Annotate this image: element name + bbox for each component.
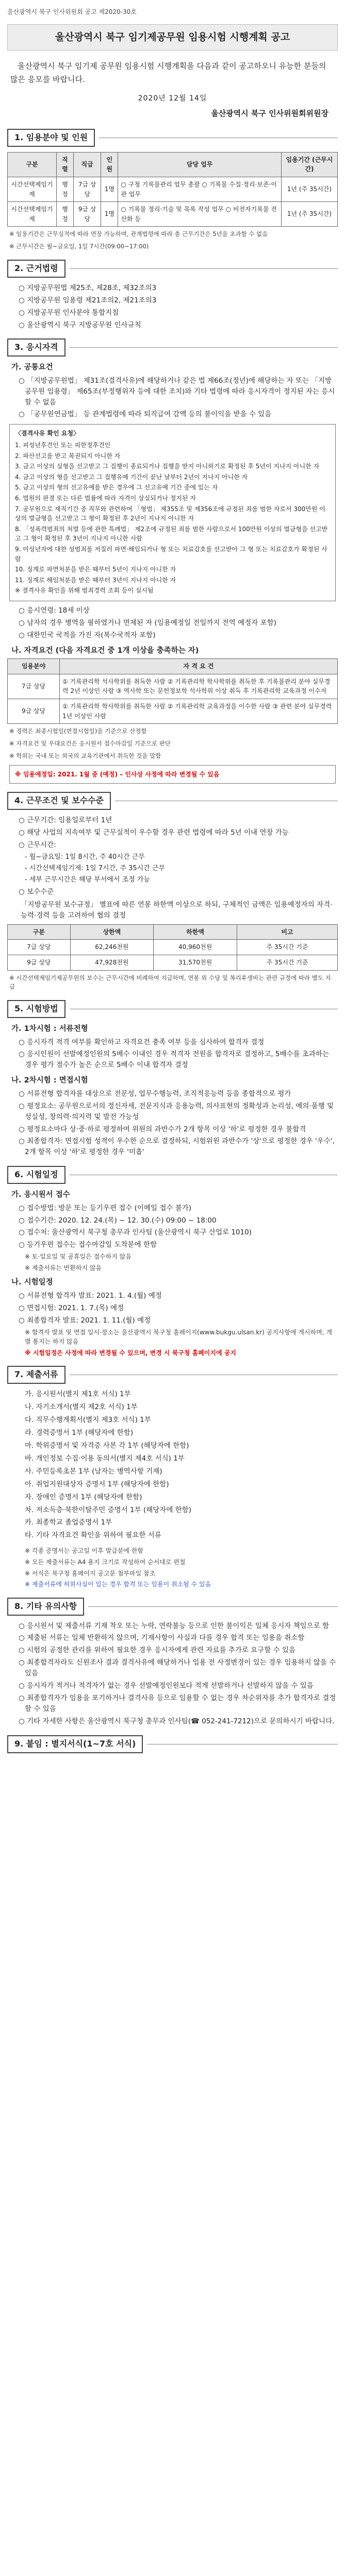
list-item: ○ 응시원서 및 제출서류 기재 착오 또는 누락, 연락불능 등으로 인한 불이익은 일체 응시자 책임으로 함 (19, 1621, 338, 1632)
list-item: ○ 지방공무원법 제25조, 제28조, 제32조의3 (19, 283, 338, 294)
list-item: 바. 개인정보 수집·이용 동의서(별지 제4호 서식) 1부 (25, 1454, 185, 1463)
note: ※ 토·일요일 및 공휴일은 접수하지 않음 (25, 1253, 132, 1261)
list-item: ○ 서류전형 합격자를 대상으로 전문성, 업무수행능력, 조직적응능력 등을 종합적으로 평가 (19, 1089, 338, 1099)
section-6-header (7, 1166, 338, 1184)
list-item: ○ 근무기간: 임용일로부터 1년 (19, 815, 338, 826)
list-item: 가. 응시원서(별지 제1호 서식) 1부 (25, 1390, 131, 1399)
list-item: - 시간선택제임기제: 1일 7시간, 주 35시간 근무 (25, 863, 338, 874)
table-row (8, 940, 338, 955)
work-hours-list (7, 852, 338, 885)
list-item: 다. 직무수행계획서(별지 제3호 서식) 1부 (25, 1416, 151, 1425)
list-item: 사. 주민등록초본 1부 (남자는 병역사항 기재) (25, 1467, 162, 1476)
application-list (7, 1203, 338, 1251)
qualification-table (7, 658, 338, 724)
table-cell: 1명 (101, 177, 118, 201)
table-cell: 1명 (101, 202, 118, 227)
list-item: ○ 지방공무원 임용령 제21조의2, 제21조의3 (19, 295, 338, 306)
section-title: 6. 시험일정 (7, 1166, 65, 1184)
box-line: 7. 공무원으로 재직기간 중 직무와 관련하여 「형법」 제355조 및 제356조에 규정된 죄를 범한 자로서 300만원 이상의 벌금형을 선고받고 그 형이 확정된 후 2년이 지나지 아니한 자 (15, 505, 325, 522)
table-cell: 62,246천원 (70, 940, 154, 955)
section-title: 4. 근무조건 및 보수수준 (7, 792, 111, 810)
table-cell: 9급 상당 (73, 202, 101, 227)
box-line: 9. 미성년자에 대한 성범죄를 저질러 파면·해임되거나 형 또는 치료감호를 선고받아 그 형 또는 치료감호가 확정된 사람 (15, 545, 327, 563)
table-note: ※ 근무시간은 월~금요일, 1일 7시간(09:00~17:00) (9, 243, 149, 250)
list-item: ○ 울산광역시 북구 지방공무원 인사규칙 (19, 320, 338, 331)
divider (88, 1606, 338, 1607)
list-item: ○ 근무시간: (19, 840, 338, 851)
interview-list (7, 1089, 338, 1158)
list-item: ○ 평정요소: 공무원으로서의 정신자세, 전문지식과 응용능력, 의사표현의 정확성과 논리성, 예의·품행 및 성실성, 창의력·의지력 및 발전 가능성 (19, 1101, 338, 1123)
list-item: ○ 최종합격자라도 신원조사 결과 결격사유에 해당하거나 임용 전 사정변경이 있는 경우 임용하지 않을 수 있음 (19, 1657, 338, 1679)
positions-table (7, 152, 338, 227)
list-item: 차. 저소득층·북한이탈주민 증명서 1부 (해당자에 한함) (25, 1505, 192, 1514)
notice-date: 2020년 12월 14일 (138, 94, 207, 103)
list-item: ○ 최종합격자: 면접시험 성적이 우수한 순으로 결정하되, 시험위원 과반수가 '상'으로 평정한 경우 '우수', 2개 항목 이상 '하'로 평정한 경우 '미흡' (19, 1136, 338, 1158)
subsection-title: 가. 공통요건 (11, 363, 53, 372)
list-item: ○ 시험의 공정한 관리를 위하여 필요한 경우 응시자에게 관련 자료를 추가로 요구할 수 있음 (19, 1645, 338, 1656)
table-cell: ① 기록관리학 학사학위를 취득한 사람 ② 기록관리학 교육과정을 이수한 사람 ③ 관련 분야 실무경력 1년 이상인 사람 (60, 699, 338, 723)
column-header: 구분 (8, 152, 57, 177)
table-cell: 31,570천원 (154, 955, 237, 971)
list-item: 카. 최종학교 졸업증명서 1부 (25, 1518, 112, 1527)
section-title: 8. 기타 유의사항 (7, 1598, 84, 1616)
precautions-list (7, 1621, 338, 1727)
section-8-header (7, 1598, 338, 1616)
box-line: 1. 피성년후견인 또는 피한정후견인 (15, 441, 111, 449)
table-cell: 7급 상당 (8, 674, 60, 699)
column-header: 상한액 (70, 924, 154, 940)
table-header-row (8, 152, 338, 177)
documents-list (11, 1389, 338, 1541)
table-cell: 1년 (주 35시간) (281, 177, 337, 201)
column-header: 하한액 (154, 924, 237, 940)
page-title: 울산광역시 북구 임기제공무원 임용시험 시행계획 공고 (7, 24, 338, 50)
intro-text: 울산광역시 북구 임기제 공무원 임용시험 시행계획을 다음과 같이 공고하오니 유능한 분들의 많은 응모를 바랍니다. (10, 61, 326, 84)
column-header: 구분 (8, 924, 71, 940)
appointment-date-notice (9, 765, 336, 784)
common-requirements-list (7, 376, 338, 420)
list-item: ○ 등기우편 접수는 접수마감일 도착분에 한함 (19, 1240, 338, 1250)
table-row (8, 674, 338, 699)
table-cell: 9급 상당 (8, 955, 71, 971)
list-item: ○ 응시연령: 18세 이상 (19, 605, 338, 616)
table-cell: 7급 상당 (73, 177, 101, 201)
list-item: 아. 취업지원대상자 증명서 1부 (해당자에 한함) (25, 1480, 169, 1488)
list-item: ○ 남자의 경우 병역을 필하였거나 면제된 자 (임용예정일 전일까지 전역 예정자 포함) (19, 618, 338, 629)
column-header: 임용분야 (8, 659, 60, 674)
list-item: 마. 학위증명서 및 자격증 사본 각 1부 (해당자에 한함) (25, 1441, 189, 1450)
pay-list (7, 887, 338, 897)
table-cell: 주 35시간 기준 (237, 955, 337, 971)
table-row (8, 202, 338, 227)
note: ※ 각종 증명서는 공고일 이후 발급분에 한함 (25, 1547, 144, 1555)
table-cell: 주 35시간 기준 (237, 940, 337, 955)
box-footnote: ※ 결격사유 확인을 위해 범죄경력 조회 등이 실시됨 (15, 587, 154, 595)
subsection-title: 나. 시험일정 (11, 1278, 53, 1287)
list-item: ○ 서류전형 합격자 발표: 2021. 1. 4.(월) 예정 (19, 1291, 338, 1301)
box-line: 4. 금고 이상의 형을 선고받고 그 집행유예 기간이 끝난 날부터 2년이 지나지 아니한 자 (15, 473, 248, 481)
list-item: ○ 해당 사업의 지속여부 및 근무실적이 우수할 경우 관련 법령에 따라 5년 이내 연장 가능 (19, 827, 338, 838)
section-title: 7. 제출서류 (7, 1366, 65, 1384)
schedule-list (7, 1291, 338, 1326)
divider (70, 347, 338, 348)
column-header: 자 격 요 건 (60, 659, 338, 674)
list-item: ○ 접수기간: 2020. 12. 24.(목) ~ 12. 30.(수) 09:00 ~ 18:00 (19, 1215, 338, 1226)
table-note: ※ 자격요건 및 우대요건은 응시원서 접수마감일 기준으로 판단 (9, 739, 171, 747)
list-item: - 세부 근무시간은 해당 부서에서 조정 가능 (25, 875, 338, 885)
table-header-row (8, 924, 338, 940)
list-item: ○ 대한민국 국적을 가진 자(복수국적자 포함) (19, 630, 338, 641)
table-note: ※ 학위는 국내 또는 외국의 교육기관에서 취득한 것을 말함 (9, 752, 161, 759)
list-item: 나. 자기소개서(별지 제2호 서식) 1부 (25, 1403, 138, 1412)
list-item: ○ 기타 자세한 사항은 울산광역시 북구청 총무과 인사팀(☎ 052-241-7212)으로 문의하시기 바랍니다. (19, 1716, 338, 1727)
intro-paragraph (10, 60, 335, 86)
table-cell: 9급 상당 (8, 699, 60, 723)
subsection-title: 가. 1차시험 : 서류전형 (11, 1025, 88, 1033)
pay-description: 「지방공무원 보수규정」 별표에 따른 연봉 하한액 이상으로 하되, 구체적인 금액은 임용예정자의 자격·능력·경력 등을 고려하여 협의 결정 (21, 901, 333, 920)
list-item: ○ 보수수준 (19, 887, 338, 897)
table-cell: 시간선택제임기제 (8, 202, 57, 227)
list-item: ○ 제출된 서류는 일체 반환하지 않으며, 기재사항이 사실과 다를 경우 합격 또는 임용을 취소함 (19, 1633, 338, 1643)
additional-requirements-list (7, 605, 338, 641)
section-title: 1. 임용분야 및 인원 (7, 129, 95, 147)
list-item: ○ 면접시험: 2021. 1. 7.(목) 예정 (19, 1303, 338, 1314)
column-header: 임용기간 (근무시간) (281, 152, 337, 177)
highlight-note: ※ 임용예정일: 2021. 1월 중 (예정) – 인사상 사정에 따라 변경될 수 있음 (15, 770, 220, 778)
section-1-header (7, 129, 338, 147)
table-cell: ○ 구청 기록물관리 업무 총괄 ○ 기록물 수집·정리·보존·이관 업무 (118, 177, 282, 201)
table-cell: ○ 기록물 정리·기술 및 목록 작성 업무 ○ 비전자기록물 전산화 등 (118, 202, 282, 227)
subsection-title: 나. 자격요건 (다음 자격요건 중 1개 이상을 충족하는 자) (11, 646, 199, 655)
table-note: ※ 경력은 최종시험일(면접시험일)을 기준으로 산정함 (9, 727, 147, 735)
table-note: ※ 시간선택제임기제공무원의 보수는 근무시간에 비례하여 지급하며, 연봉 외 수당 및 복리후생비는 관련 규정에 따라 별도 지급 (9, 974, 331, 991)
section-4-header (7, 792, 338, 810)
table-cell: 7급 상당 (8, 940, 71, 955)
subsection-title: 가. 응시원서 접수 (11, 1191, 70, 1199)
note: ※ 서식은 북구청 홈페이지 공고문 첨부파일 참조 (25, 1569, 156, 1577)
box-line: 6. 법원의 판결 또는 다른 법률에 따라 자격이 상실되거나 정지된 자 (15, 494, 196, 502)
section-title: 5. 시험방법 (7, 1000, 65, 1018)
list-item: ○ 「공무원연금법」 등 관계법령에 따라 퇴직급여 감액 등의 불이익을 받을 수 있음 (19, 409, 338, 420)
note: ※ 모든 제출서류는 A4 용지 크기로 작성하여 순서대로 편철 (25, 1558, 186, 1566)
column-header: 비고 (237, 924, 337, 940)
legal-basis-list (7, 283, 338, 331)
table-row (8, 177, 338, 201)
list-item: ○ 응시인원이 선발예정인원의 5배수 이내인 경우 적격자 전원을 합격자로 결정하고, 5배수를 초과하는 경우 평가 점수가 높은 순으로 5배수 이내 합격자 결정 (19, 1049, 338, 1071)
box-line: 3. 금고 이상의 실형을 선고받고 그 집행이 종료되거나 집행을 받지 아니하기로 확정된 후 5년이 지나지 아니한 자 (15, 463, 320, 470)
pay-table (7, 924, 338, 971)
section-7-header (7, 1366, 338, 1384)
highlight-note: ※ 제출서류에 허위사실이 있는 경우 합격 또는 임용이 취소될 수 있음 (25, 1581, 211, 1588)
box-line: 10. 징계로 파면처분을 받은 때부터 5년이 지나지 아니한 자 (15, 566, 176, 573)
table-cell: 시간선택제임기제 (8, 177, 57, 201)
list-item: 라. 경력증명서 1부 (해당자에 한함) (25, 1429, 134, 1437)
box-line: 11. 징계로 해임처분을 받은 때부터 3년이 지나지 아니한 자 (15, 576, 176, 584)
list-item: ○ 최종합격자 발표: 2021. 1. 11.(월) 예정 (19, 1315, 338, 1326)
notice-organization: 울산광역시 북구 인사위원회위원장 (211, 108, 328, 118)
highlight-note: ※ 시험일정은 사정에 따라 변경될 수 있으며, 변경 시 북구청 홈페이지에 공지 (25, 1349, 236, 1357)
divider (70, 268, 338, 269)
document-screening-list (7, 1037, 338, 1071)
section-title: 3. 응시자격 (7, 338, 65, 357)
table-cell: 행정 (56, 177, 73, 201)
list-item: ○ 접수방법: 방문 또는 등기우편 접수 (이메일 접수 불가) (19, 1203, 338, 1214)
note: ※ 합격자 발표 및 면접 일시·장소는 울산광역시 북구청 홈페이지(www.bukgu.ulsan.kr) 공지사항에 게시하며, 개별 통지는 하지 않음 (25, 1328, 332, 1346)
table-cell: 행정 (56, 202, 73, 227)
notice-number: 울산광역시 북구 인사위원회 공고 제2020-30호 (7, 8, 137, 15)
work-conditions-list (7, 815, 338, 851)
list-item: ○ 응시자격 적격 여부를 확인하고 자격요건 충족 여부 등을 심사하여 합격자 결정 (19, 1037, 338, 1048)
table-header-row (8, 659, 338, 674)
column-header: 담당 업무 (118, 152, 282, 177)
section-9-header (7, 1735, 338, 1753)
box-line: 2. 파산선고를 받고 복권되지 아니한 자 (15, 452, 121, 460)
section-2-header (7, 260, 338, 278)
column-header: 인원 (101, 152, 118, 177)
disqualification-box (9, 424, 336, 601)
list-item: ○ 응시자가 적거나 적격자가 없는 경우 선발예정인원보다 적게 선발하거나 선발하지 않을 수 있음 (19, 1681, 338, 1691)
list-item: 자. 장애인 증명서 1부 (해당자에 한함) (25, 1493, 142, 1501)
list-item: ○ 최종합격자가 임용을 포기하거나 결격사유 등으로 임용할 수 없는 경우 차순위자를 추가 합격자로 결정할 수 있음 (19, 1693, 338, 1715)
table-cell: 40,960천원 (154, 940, 237, 955)
section-title: 9. 붙임 : 별지서식(1~7호 서식) (7, 1735, 143, 1753)
column-header: 직급 (73, 152, 101, 177)
column-header: 직렬 (56, 152, 73, 177)
list-item: 타. 기타 자격요건 확인을 위하여 필요한 서류 (25, 1531, 161, 1540)
subsection-title: 나. 2차시험 : 면접시험 (11, 1076, 88, 1085)
section-title: 2. 근거법령 (7, 260, 65, 278)
list-item: - 월~금요일: 1일 8시간, 주 40시간 근무 (25, 852, 338, 862)
list-item: ○ 접수처: 울산광역시 북구청 총무과 인사팀 (울산광역시 북구 산업로 1010) (19, 1227, 338, 1238)
box-line: 5. 금고 이상의 형의 선고유예를 받은 경우에 그 선고유예 기간 중에 있는 자 (15, 484, 218, 492)
table-row (8, 699, 338, 723)
section-3-header (7, 338, 338, 357)
list-item: ○ 평정요소마다 상·중·하로 평정하여 위원의 과반수가 2개 항목 이상 '하'로 평정한 경우 불합격 (19, 1124, 338, 1135)
table-note: ※ 임용기간은 근무실적에 따라 연장 가능하며, 관계법령에 따라 총 근무기간은 5년을 초과할 수 없음 (9, 230, 268, 238)
list-item: ○ 지방공무원 인사분야 통합지침 (19, 308, 338, 318)
table-cell: ① 기록관리학 석사학위를 취득한 사람 ② 기록관리학 학사학위를 취득한 후 기록물관리 분야 실무경력 2년 이상인 사람 ③ 역사학 또는 문헌정보학 석사학위 이상 취득 후 기록관리학 교육과정 이수자 (60, 674, 338, 699)
table-row (8, 955, 338, 971)
box-title: 〈결격사유 확인 요청〉 (15, 430, 80, 437)
list-item: ○ 「지방공무원법」 제31조(결격사유)에 해당하거나 같은 법 제66조(정년)에 해당하는 자 또는 「지방공무원 임용령」 제65조(부정행위자 등에 대한 조치)와 기타 법령에 따라 응시자격이 정지된 자는 응시할 수 없음 (19, 376, 338, 408)
table-cell: 1년 (주 35시간) (281, 202, 337, 227)
table-cell: 47,928천원 (70, 955, 154, 971)
note: ※ 제출서류는 반환하지 않음 (25, 1264, 102, 1272)
box-line: 8. 「성폭력범죄의 처벌 등에 관한 특례법」 제2조에 규정된 죄를 범한 사람으로서 100만원 이상의 벌금형을 선고받고 그 형이 확정된 후 3년이 지나지 아니한 사람 (15, 525, 328, 543)
section-5-header (7, 1000, 338, 1018)
